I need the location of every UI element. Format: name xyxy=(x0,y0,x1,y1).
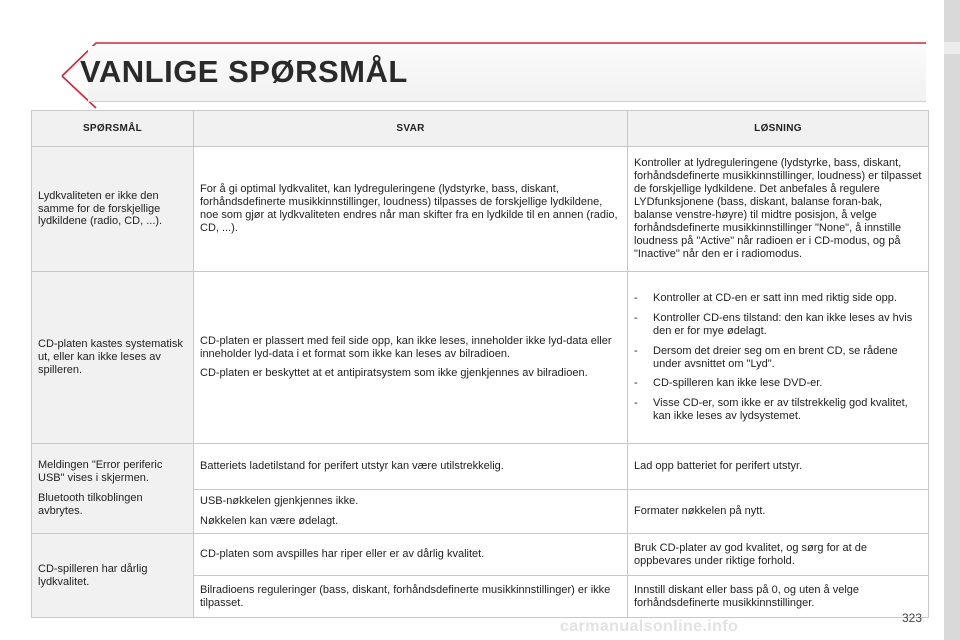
solution-cell xyxy=(628,272,929,444)
question-text: Bluetooth tilkoblingen avbrytes. xyxy=(38,492,143,517)
dash-marker: - xyxy=(634,397,638,410)
answer-cell xyxy=(194,576,628,618)
side-rail xyxy=(944,0,960,640)
dash-marker: - xyxy=(634,377,638,390)
solution-cell xyxy=(628,490,929,534)
list-item xyxy=(634,292,922,305)
column-header-solution: LØSNING xyxy=(628,111,929,147)
solution-item-text: CD-spilleren kan ikke lese DVD-er. xyxy=(653,377,823,390)
solution-item-text: Kontroller CD-ens tilstand: den kan ikke leses av hvis den er for mye ødelagt. xyxy=(653,311,913,337)
list-item xyxy=(634,377,922,390)
question-text: Lydkvaliteten er ikke den samme for de forskjellige lydkildene (radio, CD, ...). xyxy=(38,189,163,228)
list-item xyxy=(634,312,922,338)
answer-text: CD-platen som avspilles har riper eller er av dårlig kvalitet. xyxy=(200,548,485,561)
answer-cell xyxy=(194,444,628,490)
solution-cell xyxy=(628,576,929,618)
question-cell xyxy=(32,444,194,534)
solution-text: Innstill diskant eller bass på 0, og uten å velge forhåndsdefinerte musikkinnstillinger. xyxy=(634,583,860,609)
solution-text: Bruk CD-plater av god kvalitet, og sørg for at de oppbevares under riktige forhold. xyxy=(634,541,867,567)
table-row xyxy=(32,147,929,272)
answer-cell xyxy=(194,272,628,444)
question-text: CD-spilleren har dårlig lydkvalitet. xyxy=(38,562,148,588)
question-cell xyxy=(32,272,194,444)
solution-list xyxy=(634,292,922,424)
dash-marker: - xyxy=(634,291,638,304)
faq-table xyxy=(31,110,929,618)
solution-cell xyxy=(628,444,929,490)
page-title: VANLIGE SPØRSMÅL xyxy=(80,54,408,89)
answer-cell xyxy=(194,534,628,576)
solution-text: Kontroller at lydreguleringene (lydstyrke, bass, diskant, forhåndsdefinerte musikkinnstillinger, loudness) er tilpasset de forskjellige lydkildene. Det anbefales å regulere LYDfunksjonene (bass, diskant, balanse foran-bak, balanse venstre-høyre) til midtre posisjon, å velge forhåndsdefinerte musikkinnstillinger "None", å innstille loudness på "Active" når radioen er i CD-modus, og på "Inactive" når den er i radiomodus. xyxy=(634,157,922,260)
question-cell xyxy=(32,147,194,272)
table-row xyxy=(32,534,929,576)
question-text: Meldingen "Error periferic USB" vises i skjermen. xyxy=(38,459,163,485)
table-row xyxy=(32,272,929,444)
solution-item-text: Kontroller at CD-en er satt inn med riktig side opp. xyxy=(653,291,897,304)
solution-text: Lad opp batteriet for perifert utstyr. xyxy=(634,460,803,473)
answer-text: Bilradioens reguleringer (bass, diskant, forhåndsdefinerte musikkinnstillinger) er ikke tilpasset. xyxy=(200,583,611,609)
question-text: CD-platen kastes systematisk ut, eller kan ikke leses av spilleren. xyxy=(38,338,183,376)
answer-text: USB-nøkkelen gjenkjennes ikke. xyxy=(200,495,359,508)
answer-text: Nøkkelen kan være ødelagt. xyxy=(200,515,339,527)
solution-cell xyxy=(628,534,929,576)
answer-text: Batteriets ladetilstand for perifert utstyr kan være utilstrekkelig. xyxy=(200,460,504,473)
title-divider xyxy=(88,101,926,102)
answer-text: For å gi optimal lydkvalitet, kan lydreguleringene (lydstyrke, bass, diskant, forhåndsdefinerte musikkinnstillinger, loudness) tilpasses de forskjellige lydkildene, noe som gjør at lydkvaliteten endres når man skifter fra en lydkilde til en annen (radio, CD, ...). xyxy=(200,183,618,234)
question-cell xyxy=(32,534,194,618)
list-item xyxy=(634,397,922,423)
watermark: carmanualsonline.info xyxy=(560,618,739,635)
answer-text: CD-platen er beskyttet at et antipiratsystem som ikke gjenkjennes av bilradioen. xyxy=(200,367,588,380)
column-header-question: SPØRSMÅL xyxy=(32,111,194,147)
solution-item-text: Dersom det dreier seg om en brent CD, se rådene under avsnittet om "Lyd". xyxy=(653,344,898,370)
solution-item-text: Visse CD-er, som ikke er av tilstrekkelig god kvalitet, kan ikke leses av lydsystemet. xyxy=(653,397,908,423)
dash-marker: - xyxy=(634,344,638,357)
table-header-row xyxy=(32,111,929,147)
answer-text: CD-platen er plassert med feil side opp, kan ikke leses, inneholder ikke lyd-data eller inneholder lyd-data i et format som ikke kan leses av bilradioen. xyxy=(200,334,612,360)
column-header-answer: SVAR xyxy=(194,111,628,147)
table-row xyxy=(32,444,929,490)
dash-marker: - xyxy=(634,311,638,324)
list-item xyxy=(634,345,922,371)
side-rail-tab xyxy=(944,42,960,54)
answer-cell xyxy=(194,147,628,272)
answer-cell xyxy=(194,490,628,534)
page-number: 323 xyxy=(902,611,923,625)
solution-text: Formater nøkkelen på nytt. xyxy=(634,505,766,518)
solution-cell xyxy=(628,147,929,272)
